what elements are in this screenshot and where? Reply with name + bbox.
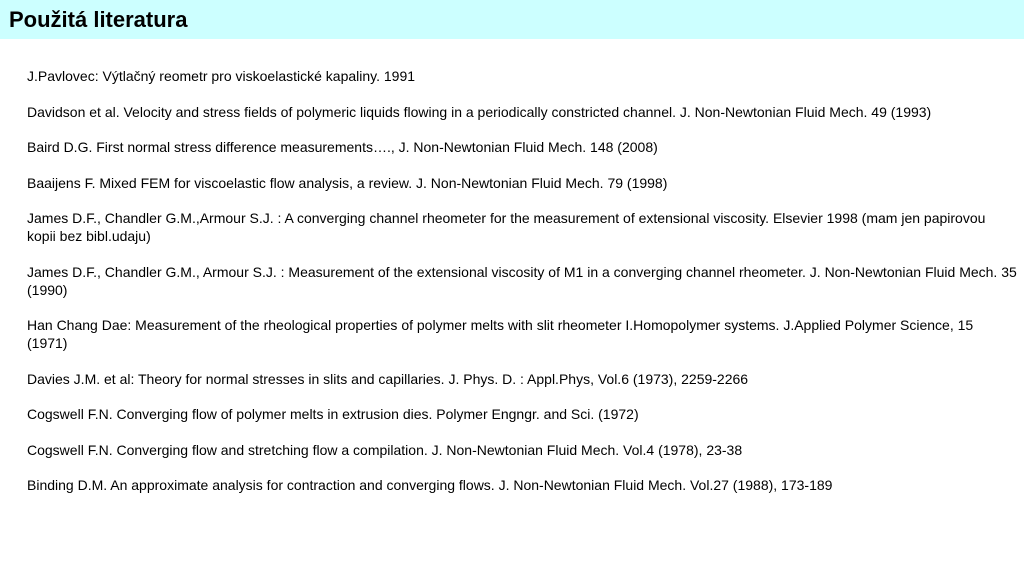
reference-list [27,67,1017,512]
reference-item: James D.F., Chandler G.M.,Armour S.J. : A converging channel rheometer for the measurement of extensional viscosity. Elsevier 1998 (mam jen papirovou kopii bez bibl.udaju) [27,210,986,244]
reference-item: J.Pavlovec: Výtlačný reometr pro viskoelastické kapaliny. 1991 [27,68,416,84]
reference-item: Binding D.M. An approximate analysis for contraction and converging flows. J. Non-Newtonian Fluid Mech. Vol.27 (1988), 173-189 [27,477,833,493]
reference-item: Davies J.M. et al: Theory for normal stresses in slits and capillaries. J. Phys. D. : Appl.Phys, Vol.6 (1973), 2259-2266 [27,370,749,387]
title-bar [0,0,1024,39]
reference-item: Baird D.G. First normal stress difference measurements…., J. Non-Newtonian Fluid Mech. 148 (2008) [27,139,658,155]
reference-item: Han Chang Dae: Measurement of the rheological properties of polymer melts with slit rheometer I.Homopolymer systems. J.Applied Polymer Science, 15 (1971) [27,317,974,351]
page-title: Použitá literatura [9,7,188,32]
reference-item: Cogswell F.N. Converging flow of polymer melts in extrusion dies. Polymer Engngr. and Sci. (1972) [27,406,639,422]
reference-item: James D.F., Chandler G.M., Armour S.J. : Measurement of the extensional viscosity of M1 in a converging channel rheometer. J. Non-Newtonian Fluid Mech. 35 (1990) [27,263,1017,298]
reference-item: Davidson et al. Velocity and stress fields of polymeric liquids flowing in a periodically constricted channel. J. Non-Newtonian Fluid Mech. 49 (1993) [27,103,932,120]
reference-item: Baaijens F. Mixed FEM for viscoelastic flow analysis, a review. J. Non-Newtonian Fluid Mech. 79 (1998) [27,174,668,191]
reference-item: Cogswell F.N. Converging flow and stretching flow a compilation. J. Non-Newtonian Fluid Mech. Vol.4 (1978), 23-38 [27,441,743,458]
